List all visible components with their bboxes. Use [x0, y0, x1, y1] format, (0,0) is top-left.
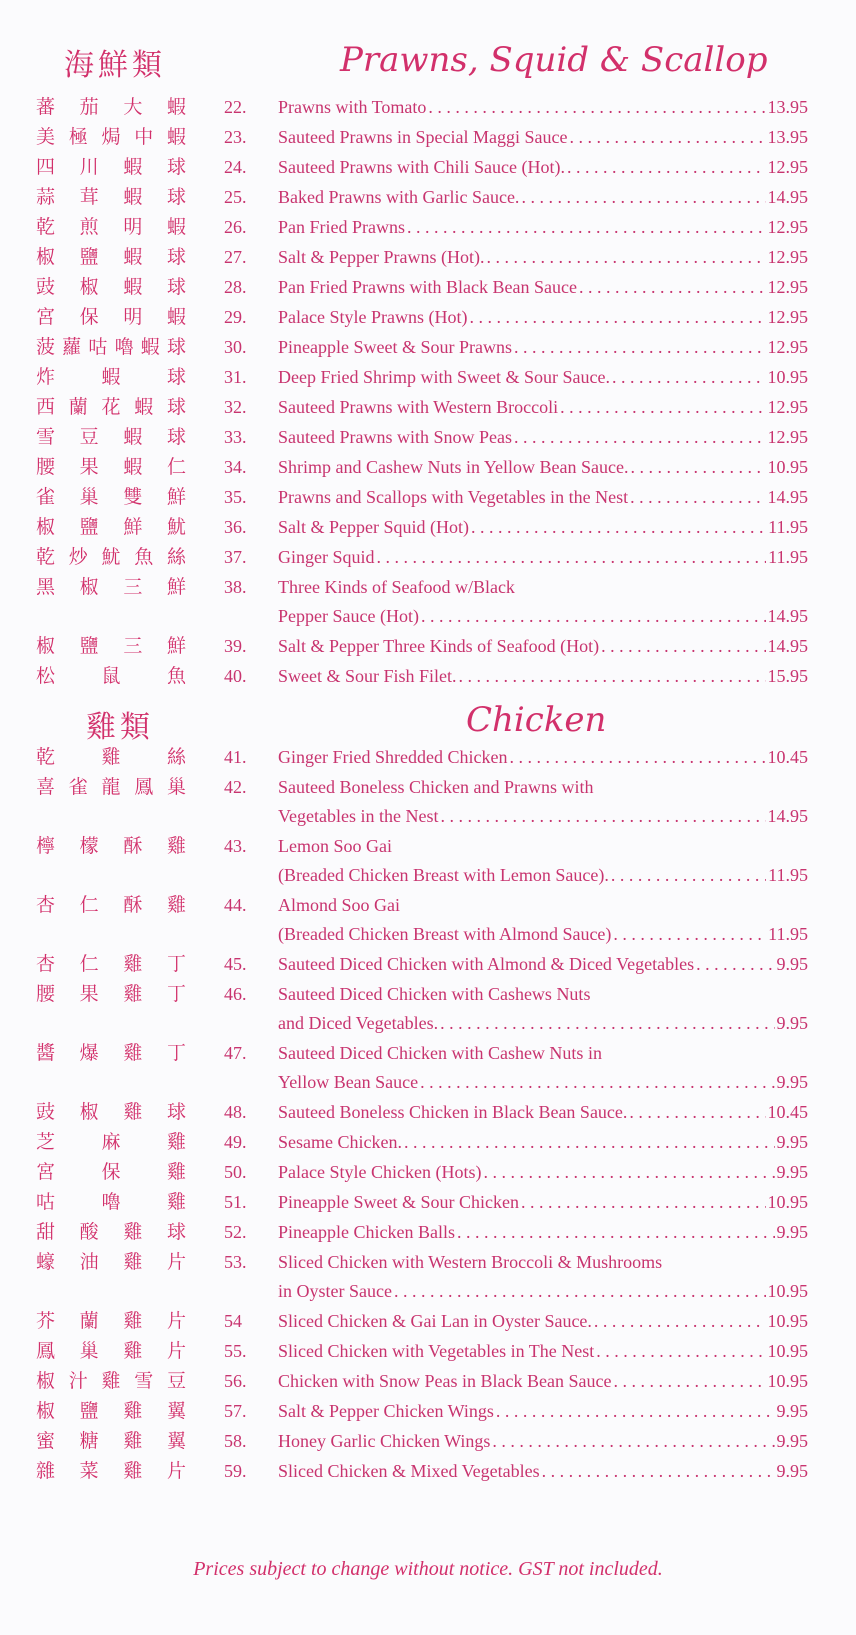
- dot-leader: [486, 242, 765, 272]
- dot-leader: [542, 1456, 775, 1486]
- seafood-english-title: Prawns, Squid & Scallop: [340, 40, 768, 80]
- item-number: 31.: [224, 367, 247, 387]
- chicken-english-title: Chicken: [466, 700, 607, 740]
- item-description: [278, 212, 808, 242]
- item-chinese-name: 芥 蘭 雞 片: [36, 1310, 186, 1332]
- item-price: 14.95: [767, 487, 808, 507]
- item-price: 12.95: [767, 217, 808, 237]
- item-description-text: Ginger Fried Shredded Chicken: [278, 747, 508, 767]
- item-description-text: Deep Fried Shrimp with Sweet & Sour Sauce.: [278, 367, 610, 387]
- item-number: 29.: [224, 307, 247, 327]
- item-price: 10.95: [767, 1311, 808, 1331]
- item-chinese-name: 咕 嚕 雞: [36, 1191, 186, 1213]
- item-description-text: Almond Soo Gai: [278, 895, 401, 915]
- item-chinese-name: 四 川 蝦 球: [36, 156, 186, 178]
- item-description-text: Sesame Chicken.: [278, 1132, 402, 1152]
- item-number: 52.: [224, 1222, 247, 1242]
- item-price: 12.95: [767, 247, 808, 267]
- dot-leader: [514, 422, 766, 452]
- item-price: 10.95: [767, 1341, 808, 1361]
- item-description: [278, 1276, 808, 1306]
- item-description-text: Sauteed Boneless Chicken in Black Bean Sauce.: [278, 1102, 628, 1122]
- item-chinese-name: 椒 鹽 蝦 球: [36, 246, 186, 268]
- item-description-text: Chicken with Snow Peas in Black Bean Sauce: [278, 1371, 612, 1391]
- item-chinese-name: 豉 椒 蝦 球: [36, 276, 186, 298]
- item-description-text: and Diced Vegetables.: [278, 1013, 439, 1033]
- item-price: 12.95: [767, 427, 808, 447]
- dot-leader: [696, 949, 774, 979]
- dot-leader: [611, 860, 766, 890]
- item-description: [278, 919, 808, 949]
- item-number: 50.: [224, 1162, 247, 1182]
- item-description: [278, 152, 808, 182]
- item-number: 44.: [224, 895, 247, 915]
- dot-leader: [496, 1396, 775, 1426]
- item-number: 47.: [224, 1043, 247, 1063]
- dot-leader: [612, 362, 766, 392]
- dot-leader: [459, 661, 766, 691]
- item-price: 9.95: [776, 1132, 808, 1152]
- dot-leader: [440, 1008, 774, 1038]
- item-description: [278, 1426, 808, 1456]
- dot-leader: [420, 1067, 774, 1097]
- item-description: [278, 92, 808, 122]
- item-description-text: Salt & Pepper Three Kinds of Seafood (Hot): [278, 636, 600, 656]
- item-description-text: Lemon Soo Gai: [278, 836, 392, 856]
- item-description-text: Sauteed Diced Chicken with Cashews Nuts: [278, 984, 591, 1004]
- item-price: 14.95: [767, 636, 808, 656]
- item-description: [278, 1097, 808, 1127]
- item-description: [278, 979, 808, 1009]
- item-price: 13.95: [767, 127, 808, 147]
- item-price: 14.95: [767, 187, 808, 207]
- item-chinese-name: 乾 雞 絲: [36, 746, 186, 768]
- item-price: 9.95: [776, 1162, 808, 1182]
- item-description-text: Sauteed Prawns in Special Maggi Sauce: [278, 127, 568, 147]
- item-chinese-name: 椒 鹽 雞 翼: [36, 1400, 186, 1422]
- item-description-text: Sauteed Diced Chicken with Cashew Nuts in: [278, 1043, 602, 1063]
- item-description-text: Baked Prawns with Garlic Sauce.: [278, 187, 520, 207]
- item-chinese-name: 美 極 焗 中 蝦: [36, 126, 186, 148]
- item-chinese-name: 炸 蝦 球: [36, 366, 186, 388]
- item-description-text: Sliced Chicken & Mixed Vegetables: [278, 1461, 540, 1481]
- item-description: [278, 801, 808, 831]
- item-number: 36.: [224, 517, 247, 537]
- dot-leader: [594, 1306, 766, 1336]
- item-number: 27.: [224, 247, 247, 267]
- item-price: 10.45: [767, 747, 808, 767]
- item-description: [278, 452, 808, 482]
- item-chinese-name: 宮 保 明 蝦: [36, 306, 186, 328]
- dot-leader: [394, 1276, 766, 1306]
- seafood-chinese-title: 海鮮類: [64, 48, 166, 83]
- item-number: 22.: [224, 97, 247, 117]
- item-price: 12.95: [767, 307, 808, 327]
- item-description: [278, 1067, 808, 1097]
- item-number: 32.: [224, 397, 247, 417]
- item-description-text: (Breaded Chicken Breast with Almond Sauce): [278, 924, 612, 944]
- item-description: [278, 542, 808, 572]
- item-chinese-name: 宮 保 雞: [36, 1161, 186, 1183]
- chicken-chinese-title: 雞類: [86, 710, 154, 745]
- item-chinese-name: 椒 鹽 三 鮮: [36, 635, 186, 657]
- dot-leader: [579, 272, 766, 302]
- item-chinese-name: 雀 巢 雙 鮮: [36, 486, 186, 508]
- item-price: 12.95: [767, 277, 808, 297]
- item-price: 9.95: [776, 1013, 808, 1033]
- item-chinese-name: 甜 酸 雞 球: [36, 1221, 186, 1243]
- item-description: [278, 1306, 808, 1336]
- item-chinese-name: 芝 麻 雞: [36, 1131, 186, 1153]
- item-description: [278, 1396, 808, 1426]
- item-price: 11.95: [768, 517, 808, 537]
- item-number: 25.: [224, 187, 247, 207]
- dot-leader: [509, 742, 765, 772]
- item-chinese-name: 椒 汁 雞 雪 豆: [36, 1370, 186, 1392]
- item-chinese-name: 椒 鹽 鮮 魷: [36, 516, 186, 538]
- item-price: 10.95: [767, 1192, 808, 1212]
- item-description-text: Prawns and Scallops with Vegetables in the Nest: [278, 487, 629, 507]
- item-number: 34.: [224, 457, 247, 477]
- item-description: [278, 1038, 808, 1068]
- dot-leader: [407, 212, 766, 242]
- item-description: [278, 1456, 808, 1486]
- item-description: [278, 601, 808, 631]
- dot-leader: [471, 512, 766, 542]
- dot-leader: [569, 122, 765, 152]
- item-description: [278, 122, 808, 152]
- item-price: 10.95: [767, 1371, 808, 1391]
- item-number: 42.: [224, 777, 247, 797]
- item-number: 56.: [224, 1371, 247, 1391]
- item-description: [278, 302, 808, 332]
- item-description-text: Sweet & Sour Fish Filet.: [278, 666, 457, 686]
- item-description-text: Salt & Pepper Chicken Wings: [278, 1401, 494, 1421]
- item-chinese-name: 杏 仁 酥 雞: [36, 894, 186, 916]
- item-description-text: Sauteed Prawns with Snow Peas: [278, 427, 512, 447]
- item-price: 13.95: [767, 97, 808, 117]
- item-description-text: Pepper Sauce (Hot): [278, 606, 419, 626]
- item-price: 9.95: [776, 1461, 808, 1481]
- item-description: [278, 272, 808, 302]
- item-number: 59.: [224, 1461, 247, 1481]
- item-number: 35.: [224, 487, 247, 507]
- dot-leader: [613, 1366, 765, 1396]
- dot-leader: [630, 482, 765, 512]
- dot-leader: [629, 1097, 765, 1127]
- item-description: [278, 860, 808, 890]
- item-description-text: Three Kinds of Seafood w/Black: [278, 577, 515, 597]
- item-price: 10.95: [767, 457, 808, 477]
- dot-leader: [421, 601, 766, 631]
- item-description: [278, 512, 808, 542]
- item-number: 53.: [224, 1252, 247, 1272]
- item-description-text: Pineapple Sweet & Sour Chicken: [278, 1192, 519, 1212]
- item-description: [278, 890, 808, 920]
- item-number: 28.: [224, 277, 247, 297]
- item-number: 40.: [224, 666, 247, 686]
- item-description-text: Honey Garlic Chicken Wings: [278, 1431, 491, 1451]
- item-price: 10.95: [767, 367, 808, 387]
- item-chinese-name: 松 鼠 魚: [36, 665, 186, 687]
- item-description-text: Pan Fried Prawns: [278, 217, 405, 237]
- item-price: 11.95: [768, 924, 808, 944]
- item-number: 55.: [224, 1341, 247, 1361]
- item-number: 37.: [224, 547, 247, 567]
- item-description-text: Vegetables in the Nest: [278, 806, 439, 826]
- item-number: 58.: [224, 1431, 247, 1451]
- item-price: 14.95: [767, 806, 808, 826]
- item-chinese-name: 鳳 巢 雞 片: [36, 1340, 186, 1362]
- item-description-text: Palace Style Prawns (Hot): [278, 307, 468, 327]
- item-description: [278, 242, 808, 272]
- item-chinese-name: 黑 椒 三 鮮: [36, 576, 186, 598]
- item-description-text: Sauteed Prawns with Chili Sauce (Hot).: [278, 157, 565, 177]
- item-description: [278, 949, 808, 979]
- item-description: [278, 831, 808, 861]
- item-description-text: Sauteed Boneless Chicken and Prawns with: [278, 777, 594, 797]
- item-description-text: Salt & Pepper Squid (Hot): [278, 517, 469, 537]
- item-number: 46.: [224, 984, 247, 1004]
- item-price: 9.95: [776, 1222, 808, 1242]
- item-number: 51.: [224, 1192, 247, 1212]
- item-description: [278, 392, 808, 422]
- item-description: [278, 772, 808, 802]
- dot-leader: [514, 332, 766, 362]
- item-number: 24.: [224, 157, 247, 177]
- item-number: 30.: [224, 337, 247, 357]
- item-chinese-name: 乾 煎 明 蝦: [36, 216, 186, 238]
- item-number: 33.: [224, 427, 247, 447]
- dot-leader: [567, 152, 766, 182]
- item-price: 9.95: [776, 1431, 808, 1451]
- item-description-text: Shrimp and Cashew Nuts in Yellow Bean Sauce.: [278, 457, 629, 477]
- dot-leader: [492, 1426, 774, 1456]
- item-number: 41.: [224, 747, 247, 767]
- item-chinese-name: 蒜 茸 蝦 球: [36, 186, 186, 208]
- item-description-text: Sauteed Diced Chicken with Almond & Diced Vegetables: [278, 954, 695, 974]
- item-number: 43.: [224, 836, 247, 856]
- item-price: 10.45: [767, 1102, 808, 1122]
- dot-leader: [404, 1127, 775, 1157]
- item-chinese-name: 蠔 油 雞 片: [36, 1251, 186, 1273]
- item-price: 9.95: [776, 1072, 808, 1092]
- item-chinese-name: 醬 爆 雞 丁: [36, 1042, 186, 1064]
- item-chinese-name: 雪 豆 蝦 球: [36, 426, 186, 448]
- item-description: [278, 182, 808, 212]
- item-description-text: Pineapple Chicken Balls: [278, 1222, 455, 1242]
- item-chinese-name: 檸 檬 酥 雞: [36, 835, 186, 857]
- dot-leader: [613, 919, 766, 949]
- item-number: 45.: [224, 954, 247, 974]
- item-description-text: Sliced Chicken & Gai Lan in Oyster Sauce.: [278, 1311, 592, 1331]
- dot-leader: [377, 542, 767, 572]
- item-description: [278, 482, 808, 512]
- item-chinese-name: 杏 仁 雞 丁: [36, 953, 186, 975]
- item-description: [278, 422, 808, 452]
- item-number: 23.: [224, 127, 247, 147]
- item-description: [278, 362, 808, 392]
- dot-leader: [457, 1217, 775, 1247]
- item-description: [278, 661, 808, 691]
- dot-leader: [601, 631, 765, 661]
- dot-leader: [440, 801, 765, 831]
- dot-leader: [428, 92, 765, 122]
- item-price: 9.95: [776, 954, 808, 974]
- item-description: [278, 332, 808, 362]
- item-description: [278, 1157, 808, 1187]
- item-price: 12.95: [767, 157, 808, 177]
- item-description-text: (Breaded Chicken Breast with Lemon Sauce).: [278, 865, 609, 885]
- item-number: 26.: [224, 217, 247, 237]
- item-description-text: Sliced Chicken with Western Broccoli & Mushrooms: [278, 1252, 663, 1272]
- item-description: [278, 1336, 808, 1366]
- item-description: [278, 1008, 808, 1038]
- item-description-text: Sliced Chicken with Vegetables in The Nest: [278, 1341, 595, 1361]
- item-price: 11.95: [768, 547, 808, 567]
- item-description: [278, 1366, 808, 1396]
- item-description-text: in Oyster Sauce: [278, 1281, 392, 1301]
- dot-leader: [630, 452, 765, 482]
- item-description-text: Ginger Squid: [278, 547, 375, 567]
- item-description: [278, 1187, 808, 1217]
- dot-leader: [521, 1187, 766, 1217]
- item-chinese-name: 喜 雀 龍 鳳 巢: [36, 776, 186, 798]
- item-description: [278, 742, 808, 772]
- item-chinese-name: 腰 果 雞 丁: [36, 983, 186, 1005]
- item-price: 9.95: [776, 1401, 808, 1421]
- dot-leader: [521, 182, 765, 212]
- item-description: [278, 1247, 808, 1277]
- item-price: 12.95: [767, 397, 808, 417]
- item-price: 15.95: [767, 666, 808, 686]
- item-number: 57.: [224, 1401, 247, 1421]
- item-number: 39.: [224, 636, 247, 656]
- item-description-text: Sauteed Prawns with Western Broccoli: [278, 397, 559, 417]
- dot-leader: [469, 302, 765, 332]
- item-price: 12.95: [767, 337, 808, 357]
- item-description: [278, 1217, 808, 1247]
- item-number: 38.: [224, 577, 247, 597]
- price-disclaimer: Prices subject to change without notice. GST not included.: [193, 1558, 663, 1580]
- dot-leader: [596, 1336, 765, 1366]
- item-chinese-name: 乾 炒 魷 魚 絲: [36, 546, 186, 568]
- item-number: 54: [224, 1311, 242, 1331]
- item-price: 11.95: [768, 865, 808, 885]
- item-chinese-name: 菠 蘿 咕 嚕 蝦 球: [36, 336, 186, 358]
- item-description-text: Yellow Bean Sauce: [278, 1072, 419, 1092]
- item-description: [278, 631, 808, 661]
- item-chinese-name: 西 蘭 花 蝦 球: [36, 396, 186, 418]
- item-description: [278, 572, 808, 602]
- item-number: 49.: [224, 1132, 247, 1152]
- item-description-text: Prawns with Tomato: [278, 97, 427, 117]
- item-chinese-name: 蕃 茄 大 蝦: [36, 96, 186, 118]
- item-price: 10.95: [767, 1281, 808, 1301]
- item-chinese-name: 雜 菜 雞 片: [36, 1460, 186, 1482]
- dot-leader: [560, 392, 765, 422]
- item-description-text: Pan Fried Prawns with Black Bean Sauce: [278, 277, 577, 297]
- item-description-text: Palace Style Chicken (Hots): [278, 1162, 482, 1182]
- item-description-text: Salt & Pepper Prawns (Hot).: [278, 247, 485, 267]
- item-number: 48.: [224, 1102, 247, 1122]
- dot-leader: [483, 1157, 774, 1187]
- item-description-text: Pineapple Sweet & Sour Prawns: [278, 337, 512, 357]
- item-price: 14.95: [767, 606, 808, 626]
- item-chinese-name: 蜜 糖 雞 翼: [36, 1430, 186, 1452]
- item-chinese-name: 腰 果 蝦 仁: [36, 456, 186, 478]
- item-chinese-name: 豉 椒 雞 球: [36, 1101, 186, 1123]
- item-description: [278, 1127, 808, 1157]
